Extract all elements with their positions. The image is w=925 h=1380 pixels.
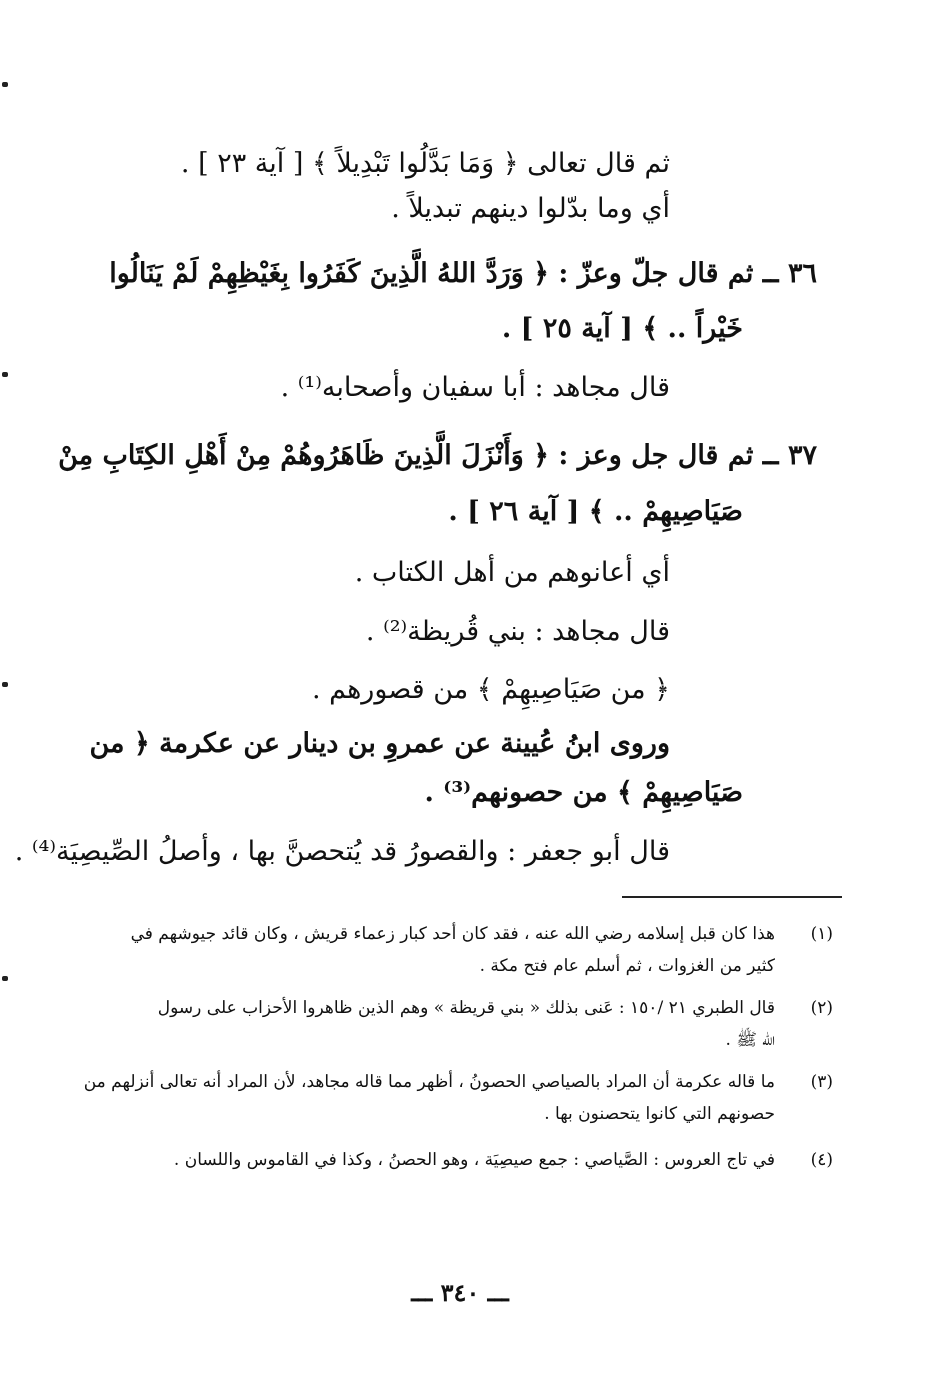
footnote-text: الله ﷺ . — [725, 1030, 775, 1050]
footnote-number: (٤) — [810, 1150, 833, 1170]
text-line: ثم قال تعالى ﴿ وَمَا بَدَّلُوا تَبْدِيلاً ﴾ [ آية ٢٣ ] . — [180, 148, 670, 179]
text-line: صَيَاصِيهِمْ .. ﴾ [ آية ٢٦ ] . — [448, 496, 743, 527]
scan-mark — [2, 82, 8, 87]
text-line: ﴿ من صَيَاصِيهِمْ ﴾ من قصورهم . — [311, 674, 670, 705]
footnote-text: هذا كان قبل إسلامه رضي الله عنه ، فقد كان أحد كبار زعماء قريش ، وكان قائد جيوشهم في — [130, 924, 775, 944]
footnote-number: (١) — [810, 924, 833, 944]
footnote-text: ما قاله عكرمة أن المراد بالصياصي الحصونُ ، أظهر مما قاله مجاهد، لأن المراد أنه تعالى أنزلهم من — [83, 1072, 775, 1092]
scan-mark — [2, 372, 8, 377]
footnote-text: في تاج العروس : الصَّياصي : جمع صيصِيَة ، وهو الحصنُ ، وكذا في القاموس واللسان . — [173, 1150, 775, 1170]
page-number: ـــ ٣٤٠ ـــ — [411, 1278, 509, 1307]
text-line: قال مجاهد : أبا سفيان وأصحابه⁽¹⁾ . — [280, 372, 670, 403]
text-line: خَيْراً .. ﴾ [ آية ٢٥ ] . — [501, 313, 743, 344]
footnote-text: حصونهم التي كانوا يتحصنون بها . — [544, 1104, 775, 1124]
text-line: صَيَاصِيهِمْ ﴾ من حصونهم⁽³⁾ . — [424, 777, 743, 808]
text-line: وروى ابنُ عُيينة عن عمروِ بن دينار عن عكرمة ﴿ من — [89, 728, 670, 759]
text-line: ٣٦ ــ ثم قال جلّ وعزّ : ﴿ وَرَدَّ اللهُ الَّذِينَ كَفَرُوا بِغَيْظِهِمْ لَمْ يَنَالُوا — [109, 258, 817, 289]
text-line: ٣٧ ــ ثم قال جل وعز : ﴿ وَأَنْزَلَ الَّذِينَ ظَاهَرُوهُمْ مِنْ أَهْلِ الكِتَابِ مِنْ — [58, 440, 817, 471]
footnote-text: كثير من الغزوات ، ثم أسلم عام فتح مكة . — [479, 956, 775, 976]
footnote-number: (٢) — [810, 998, 833, 1018]
text-line: قال أبو جعفر : والقصورُ قد يُتحصنَّ بها ، وأصلُ الصِّيصِيَة⁽⁴⁾ . — [14, 836, 670, 867]
scan-mark — [2, 976, 8, 981]
scan-mark — [2, 682, 8, 687]
footnote-separator — [622, 896, 842, 898]
text-line: أي أعانوهم من أهل الكتاب . — [354, 557, 670, 588]
footnote-text: قال الطبري ٢١ /١٥٠ : عَنى بذلك « بني قريظة » وهم الذين ظاهروا الأحزاب على رسول — [157, 998, 775, 1018]
text-line: أي وما بدّلوا دينهم تبديلاً . — [391, 193, 670, 224]
text-line: قال مجاهد : بني قُريظة⁽²⁾ . — [365, 616, 670, 647]
footnote-number: (٣) — [810, 1072, 833, 1092]
